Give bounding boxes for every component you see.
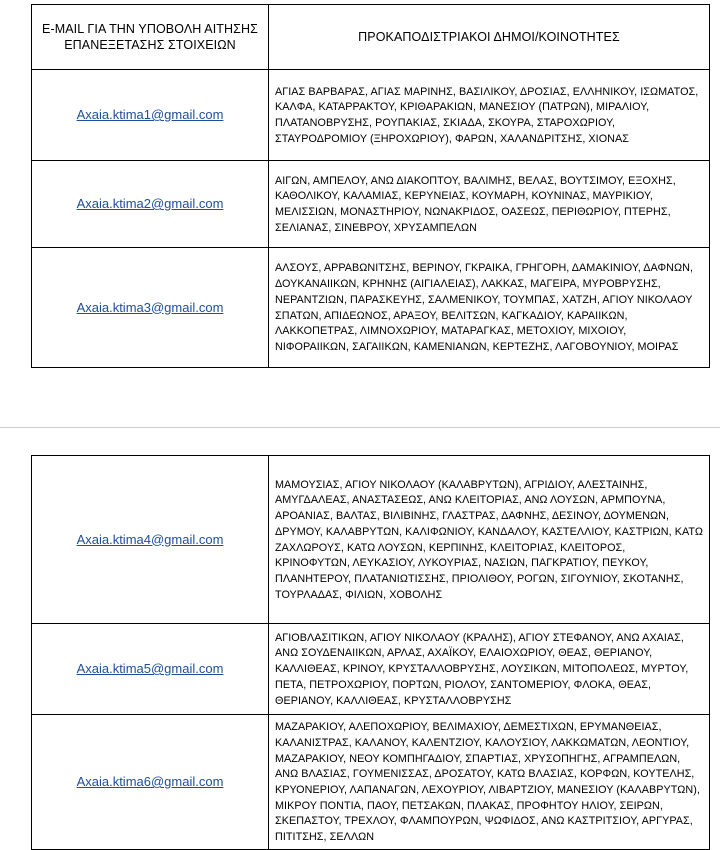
email-link-1[interactable]: Axaia.ktima1@gmail.com (76, 107, 224, 122)
areas-cell: ΑΓΙΟΒΛΑΣΙΤΙΚΩΝ, ΑΓΙΟΥ ΝΙΚΟΛΑΟΥ (ΚΡΑΛΗΣ), ΑΓΙΟΥ ΣΤΕΦΑΝΟΥ, ΑΝΩ ΑΧΑΙΑΣ, ΑΝΩ ΣΟΥΔΕΝΑΙΙΚΩΝ, ΑΡΛΑΣ, ΑΧΑΪΚΟΥ, ΕΛΑΙΟΧΩΡΙΟΥ, ΘΕΑΣ, ΘΕΡΙΑΝΟΥ, ΚΑΛΛΙΘΕΑΣ, ΚΡΙΝΟΥ, ΚΡΥΣΤΑΛΛΟΒΡΥΣΗΣ, ΛΟΥΣΙΚΩΝ, ΜΙΤΟΠΟΛΕΩΣ, ΜΥΡΤΟΥ, ΠΕΤΑ, ΠΕΤΡΟΧΩΡΙΟΥ, ΠΟΡΤΩΝ, ΡΙΟΛΟΥ, ΣΑΝΤΟΜΕΡΙΟΥ, ΦΛΟΚΑ, ΘΕΑΣ, ΘΕΡΙΑΝΟΥ, ΚΑΛΛΙΘΕΑΣ, ΚΡΥΣΤΑΛΛΟΒΡΥΣΗΣ (269, 624, 710, 715)
table-row (32, 456, 710, 624)
areas-cell: ΜΑΖΑΡΑΚΙΟΥ, ΑΛΕΠΟΧΩΡΙΟΥ, ΒΕΛΙΜΑΧΙΟΥ, ΔΕΜΕΣΤΙΧΩΝ, ΕΡΥΜΑΝΘΕΙΑΣ, ΚΑΛΑΝΙΣΤΡΑΣ, ΚΑΛΑΝΟΥ, ΚΑΛΕΝΤΖΙΟΥ, ΚΑΛΟΥΣΙΟΥ, ΛΑΚΚΩΜΑΤΩΝ, ΛΕΟΝΤΙΟΥ, ΜΑΖΑΡΑΚΙΟΥ, ΝΕΟΥ ΚΟΜΠΗΓΑΔΙΟΥ, ΣΠΑΡΤΙΑΣ, ΧΡΥΣΟΠΗΓΗΣ, ΑΓΡΑΜΠΕΛΩΝ, ΑΝΩ ΒΛΑΣΙΑΣ, ΓΟΥΜΕΝΙΣΣΑΣ, ΔΡΟΣΑΤΟΥ, ΚΑΤΩ ΒΛΑΣΙΑΣ, ΚΟΡΦΩΝ, ΚΟΥΤΕΛΗΣ, ΚΡΥΟΝΕΡΙΟΥ, ΛΑΠΑΝΑΓΩΝ, ΛΕΧΟΥΡΙΟΥ, ΛΙΒΑΡΤΖΙΟΥ, ΜΑΝΕΣΙΟΥ (ΚΑΛΑΒΡΥΤΩΝ), ΜΙΚΡΟΥ ΠΟΝΤΙΑ, ΠΑΟΥ, ΠΕΤΣΑΚΩΝ, ΠΛΑΚΑΣ, ΠΡΟΦΗΤΟΥ ΗΛΙΟΥ, ΣΕΙΡΩΝ, ΣΚΕΠΑΣΤΟΥ, ΤΡΕΧΛΟΥ, ΦΛΑΜΠΟΥΡΩΝ, ΨΩΦΙΔΟΣ, ΑΝΩ ΚΑΣΤΡΙΤΣΙΟΥ, ΑΡΓΥΡΑΣ, ΠΙΤΙΤΣΗΣ, ΣΕΛΛΩΝ (269, 715, 710, 850)
table-row (32, 624, 710, 715)
areas-cell: ΑΙΓΩΝ, ΑΜΠΕΛΟΥ, ΑΝΩ ΔΙΑΚΟΠΤΟΥ, ΒΑΛΙΜΗΣ, ΒΕΛΑΣ, ΒΟΥΤΣΙΜΟΥ, ΕΞΟΧΗΣ, ΚΑΘΟΛΙΚΟΥ, ΚΑΛΑΜΙΑΣ, ΚΕΡΥΝΕΙΑΣ, ΚΟΥΜΑΡΗ, ΚΟΥΝΙΝΑΣ, ΜΑΥΡΙΚΙΟΥ, ΜΕΛΙΣΣΙΩΝ, ΜΟΝΑΣΤΗΡΙΟΥ, ΝΩΝΑΚΡΙΔΟΣ, ΟΑΣΕΩΣ, ΠΕΡΙΘΩΡΙΟΥ, ΠΤΕΡΗΣ, ΣΕΛΙΑΝΑΣ, ΣΙΝΕΒΡΟΥ, ΧΡΥΣΑΜΠΕΛΩΝ (269, 161, 710, 248)
email-link-6[interactable]: Axaia.ktima6@gmail.com (76, 774, 224, 789)
table-row (32, 70, 710, 161)
email-link-3[interactable]: Axaia.ktima3@gmail.com (76, 299, 224, 315)
table-header-row (32, 5, 710, 70)
table-row (32, 715, 710, 850)
email-link-5[interactable]: Axaia.ktima5@gmail.com (76, 661, 224, 676)
table-row (32, 248, 710, 368)
header-email-column (32, 5, 269, 70)
email-cell (32, 161, 269, 248)
email-cell (32, 715, 269, 850)
header-email-line-2: ΕΠΑΝΕΞΕΤΑΣΗΣ ΣΤΟΙΧΕΙΩΝ (64, 38, 236, 52)
email-cell (32, 70, 269, 161)
email-link-4[interactable]: Axaia.ktima4@gmail.com (76, 531, 224, 547)
page-separator (0, 427, 720, 428)
email-areas-table-page-2 (31, 455, 710, 850)
table-row (32, 161, 710, 248)
header-email-line-1: E-MAIL ΓΙΑ ΤΗΝ ΥΠΟΒΟΛΗ ΑΙΤΗΣΗΣ (42, 22, 258, 36)
areas-cell: ΑΛΣΟΥΣ, ΑΡΡΑΒΩΝΙΤΣΗΣ, ΒΕΡΙΝΟΥ, ΓΚΡΑΙΚΑ, ΓΡΗΓΟΡΗ, ΔΑΜΑΚΙΝΙΟΥ, ΔΑΦΝΩΝ, ΔΟΥΚΑΝΑΙΙΚΩΝ, ΚΡΗΝΗΣ (ΑΙΓΙΑΛΕΙΑΣ), ΛΑΚΚΑΣ, ΜΑΓΕΙΡΑ, ΜΥΡΟΒΡΥΣΗΣ, ΝΕΡΑΝΤΖΙΩΝ, ΠΑΡΑΣΚΕΥΗΣ, ΣΑΛΜΕΝΙΚΟΥ, ΤΟΥΜΠΑΣ, ΧΑΤΖΗ, ΑΓΙΟΥ ΝΙΚΟΛΑΟΥ ΣΠΑΤΩΝ, ΑΠΙΔΕΩΝΟΣ, ΑΡΑΞΟΥ, ΒΕΛΙΤΣΩΝ, ΚΑΓΚΑΔΙΟΥ, ΚΑΡΑΙΙΚΩΝ, ΛΑΚΚΟΠΕΤΡΑΣ, ΛΙΜΝΟΧΩΡΙΟΥ, ΜΑΤΑΡΑΓΚΑΣ, ΜΕΤΟΧΙΟΥ, ΜΙΧΟΙΟΥ, ΝΙΦΟΡΑΙΙΚΩΝ, ΣΑΓΑΙΙΚΩΝ, ΚΑΜΕΝΙΑΝΩΝ, ΚΕΡΤΕΖΗΣ, ΛΑΓΟΒΟΥΝΙΟΥ, ΜΟΙΡΑΣ (269, 248, 710, 368)
email-cell (32, 456, 269, 624)
header-areas-column: ΠΡΟΚΑΠΟΔΙΣΤΡΙΑΚΟΙ ΔΗΜΟΙ/ΚΟΙΝΟΤΗΤΕΣ (269, 5, 710, 70)
email-areas-table-page-1 (31, 4, 710, 368)
email-cell (32, 624, 269, 715)
email-link-2[interactable]: Axaia.ktima2@gmail.com (76, 196, 224, 211)
areas-cell: ΑΓΙΑΣ ΒΑΡΒΑΡΑΣ, ΑΓΙΑΣ ΜΑΡΙΝΗΣ, ΒΑΣΙΛΙΚΟΥ, ΔΡΟΣΙΑΣ, ΕΛΛΗΝΙΚΟΥ, ΙΣΩΜΑΤΟΣ, ΚΑΛΦΑ, ΚΑΤΑΡΡΑΚΤΟΥ, ΚΡΙΘΑΡΑΚΙΩΝ, ΜΑΝΕΣΙΟΥ (ΠΑΤΡΩΝ), ΜΙΡΑΛΙΟΥ, ΠΛΑΤΑΝΟΒΡΥΣΗΣ, ΡΟΥΠΑΚΙΑΣ, ΣΚΙΑΔΑ, ΣΚΟΥΡΑ, ΣΤΑΡΟΧΩΡΙΟΥ, ΣΤΑΥΡΟΔΡΟΜΙΟΥ (ΞΗΡΟΧΩΡΙΟΥ), ΦΑΡΩΝ, ΧΑΛΑΝΔΡΙΤΣΗΣ, ΧΙΟΝΑΣ (269, 70, 710, 161)
areas-cell: ΜΑΜΟΥΣΙΑΣ, ΑΓΙΟΥ ΝΙΚΟΛΑΟΥ (ΚΑΛΑΒΡΥΤΩΝ), ΑΓΡΙΔΙΟΥ, ΑΛΕΣΤΑΙΝΗΣ, ΑΜΥΓΔΑΛΕΑΣ, ΑΝΑΣΤΑΣΕΩΣ, ΑΝΩ ΚΛΕΙΤΟΡΙΑΣ, ΑΝΩ ΛΟΥΣΩΝ, ΑΡΜΠΟΥΝΑ, ΑΡΟΑΝΙΑΣ, ΒΑΛΤΑΣ, ΒΙΛΙΒΙΝΗΣ, ΓΛΑΣΤΡΑΣ, ΔΑΦΝΗΣ, ΔΕΣΙΝΟΥ, ΔΟΥΜΕΝΩΝ, ΔΡΥΜΟΥ, ΚΑΛΑΒΡΥΤΩΝ, ΚΑΛΙΦΩΝΙΟΥ, ΚΑΝΔΑΛΟΥ, ΚΑΣΤΕΛΛΙΟΥ, ΚΑΣΤΡΙΩΝ, ΚΑΤΩ ΖΑΧΛΩΡΟΥΣ, ΚΑΤΩ ΛΟΥΣΩΝ, ΚΕΡΠΙΝΗΣ, ΚΛΕΙΤΟΡΙΑΣ, ΚΛΕΙΤΟΡΟΣ, ΚΡΙΝΟΦΥΤΩΝ, ΛΕΥΚΑΣΙΟΥ, ΛΥΚΟΥΡΙΑΣ, ΝΑΣΙΩΝ, ΠΑΓΚΡΑΤΙΟΥ, ΠΕΥΚΟΥ, ΠΛΑΝΗΤΕΡΟΥ, ΠΛΑΤΑΝΙΩΤΙΣΣΗΣ, ΠΡΙΟΛΙΘΟΥ, ΡΟΓΩΝ, ΣΙΓΟΥΝΙΟΥ, ΣΚΟΤΑΝΗΣ, ΤΟΥΡΛΑΔΑΣ, ΦΙΛΙΩΝ, ΧΟΒΟΛΗΣ (269, 456, 710, 624)
email-cell (32, 248, 269, 368)
